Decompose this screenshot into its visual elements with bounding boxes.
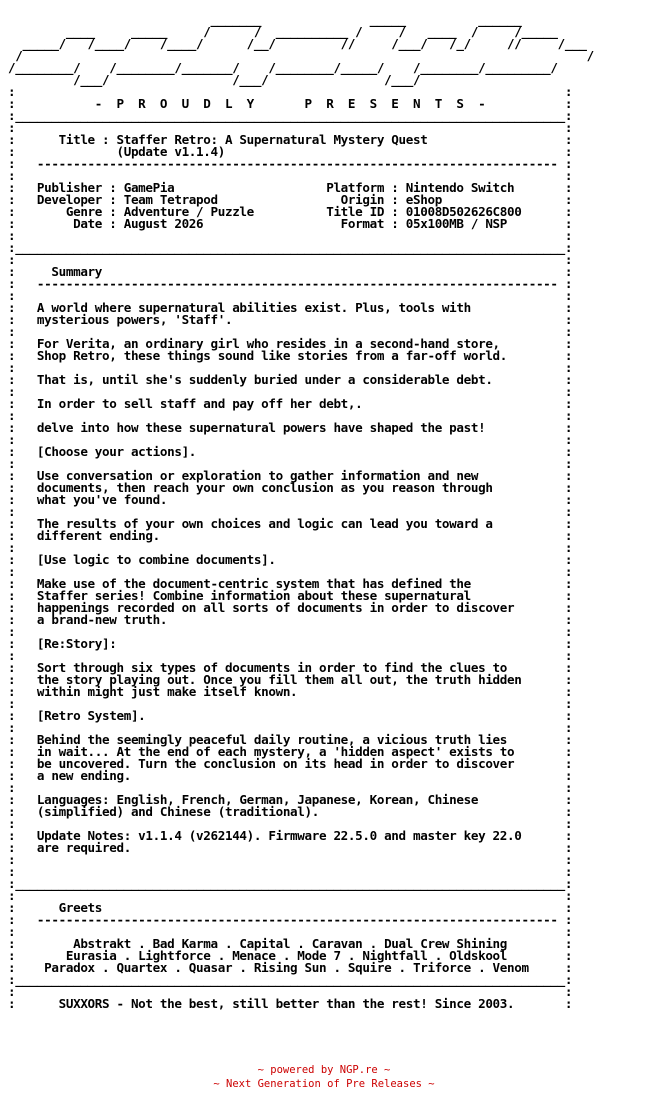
summary-line: : Use conversation or exploration to gather information and new :: [8, 468, 573, 483]
summary-line: : Sort through six types of documents in order to find the clues to :: [8, 660, 573, 675]
summary-heading: : Summary :: [8, 264, 573, 279]
nfo-line-blank: : :: [8, 984, 573, 999]
banner-art-line: ____ _____ / / __________ / / ____ / /_____: [8, 24, 573, 39]
update-line: : (Update v1.1.4) :: [8, 144, 573, 159]
summary-line: : documents, then reach your own conclusion as you reason through :: [8, 480, 573, 495]
nfo-line-blank: : :: [8, 540, 573, 555]
nfo-line-blank: : :: [8, 816, 573, 831]
summary-line: : Shop Retro, these things sound like stories from a far-off world. :: [8, 348, 573, 363]
nfo-line-blank: : :: [8, 852, 573, 867]
banner-art-line: _______ _____ ______: [8, 12, 573, 27]
summary-line: : In order to sell staff and pay off her debt,. :: [8, 396, 573, 411]
nfo-line-blank: : :: [8, 228, 573, 243]
summary-line: : the story playing out. Once you fill them all out, the truth hidden :: [8, 672, 573, 687]
title-underline: : ------------------------------------------------------------------------ :: [8, 156, 573, 171]
summary-line: : (simplified) and Chinese (traditional). :: [8, 804, 573, 819]
nfo-line-blank: : :: [8, 408, 573, 423]
summary-line: : Staffer series! Combine information about these supernatural :: [8, 588, 573, 603]
tagline-line: : SUXXORS - Not the best, still better than the rest! Since 2003. :: [8, 996, 573, 1011]
nfo-line-blank: : :: [8, 432, 573, 447]
banner-art-line: / /: [8, 48, 594, 63]
nfo-line-blank: : :: [8, 84, 573, 99]
greets-line: : Abstrakt . Bad Karma . Capital . Caravan . Dual Crew Shining :: [8, 936, 573, 951]
nfo-line-blank: : :: [8, 696, 573, 711]
powered-by-line: ~ powered by NGP.re ~: [257, 1064, 391, 1076]
summary-line: : [Re:Story]: :: [8, 636, 573, 651]
summary-line: : what you've found. :: [8, 492, 573, 507]
nfo-line-blank: : :: [8, 324, 573, 339]
greets-line: : Paradox . Quartex . Quasar . Rising Sun . Squire . Triforce . Venom :: [8, 960, 573, 975]
summary-line: : be uncovered. Turn the conclusion on its head in order to discover :: [8, 756, 573, 771]
nfo-line-blank: : :: [8, 360, 573, 375]
nfo-line-blank: : :: [8, 120, 573, 135]
nfo-line-blank: : :: [8, 720, 573, 735]
nfo-text-block: [8, 14, 644, 1010]
info-rule: :____________________________________________________________________________:: [8, 240, 573, 255]
nfo-line-blank: : :: [8, 864, 573, 879]
next-generation-line: ~ Next Generation of Pre Releases ~: [213, 1078, 435, 1090]
greets-line: : Eurasia . Lightforce . Menace . Mode 7 . Nightfall . Oldskool :: [8, 948, 573, 963]
info-row: : Date : August 2026 Format : 05x100MB / NSP :: [8, 216, 573, 231]
presents-line: : - P R O U D L Y P R E S E N T S - :: [8, 96, 573, 111]
summary-line: : A world where supernatural abilities exist. Plus, tools with :: [8, 300, 573, 315]
nfo-line-blank: : :: [8, 780, 573, 795]
banner-art-line: /___/ /___/ /___/: [8, 72, 573, 87]
summary-line: : For Verita, an ordinary girl who resides in a second-hand store, :: [8, 336, 573, 351]
summary-line: : mysterious powers, 'Staff'. :: [8, 312, 573, 327]
summary-line: : are required. :: [8, 840, 573, 855]
banner-art-line: /________/ /________/_______/ /________/_____/ /________/_________/: [8, 60, 573, 75]
summary-line: : delve into how these supernatural powers have shaped the past! :: [8, 420, 573, 435]
nfo-line-blank: : :: [8, 564, 573, 579]
summary-underline: : ------------------------------------------------------------------------ :: [8, 276, 573, 291]
title-line: : Title : Staffer Retro: A Supernatural Mystery Quest :: [8, 132, 573, 147]
info-row: : Developer : Team Tetrapod Origin : eShop :: [8, 192, 573, 207]
info-row: : Publisher : GamePia Platform : Nintendo Switch :: [8, 180, 573, 195]
greets-underline: : ------------------------------------------------------------------------ :: [8, 912, 573, 927]
summary-line: : [Choose your actions]. :: [8, 444, 573, 459]
nfo-line-blank: : :: [8, 504, 573, 519]
summary-line: : [Use logic to combine documents]. :: [8, 552, 573, 567]
greets-heading: : Greets :: [8, 900, 573, 915]
summary-line: : happenings recorded on all sorts of documents in order to discover :: [8, 600, 573, 615]
banner-art-line: _____/ /____/ /____/ /__/ // /___/ /_/ // /___: [8, 36, 587, 51]
nfo-line-blank: : :: [8, 924, 573, 939]
nfo-line-blank: : :: [8, 168, 573, 183]
summary-line: : Behind the seemingly peaceful daily routine, a vicious truth lies :: [8, 732, 573, 747]
nfo-line-blank: : :: [8, 288, 573, 303]
summary-line: : Make use of the document-centric system that has defined the :: [8, 576, 573, 591]
summary-line: : a new ending. :: [8, 768, 573, 783]
nfo-line-blank: : :: [8, 384, 573, 399]
top-rule: :____________________________________________________________________________:: [8, 108, 573, 123]
summary-line: : Languages: English, French, German, Japanese, Korean, Chinese :: [8, 792, 573, 807]
summary-line: : a brand-new truth. :: [8, 612, 573, 627]
nfo-line-blank: : :: [8, 252, 573, 267]
nfo-line-blank: : :: [8, 456, 573, 471]
summary-line: : within might just make itself known. :: [8, 684, 573, 699]
summary-line: : Update Notes: v1.1.4 (v262144). Firmware 22.5.0 and master key 22.0 :: [8, 828, 573, 843]
info-row: : Genre : Adventure / Puzzle Title ID : 01008D502626C800 :: [8, 204, 573, 219]
summary-line: : different ending. :: [8, 528, 573, 543]
nfo-line-blank: : :: [8, 648, 573, 663]
summary-line: : [Retro System]. :: [8, 708, 573, 723]
summary-rule: :____________________________________________________________________________:: [8, 876, 573, 891]
summary-line: : That is, until she's suddenly buried under a considerable debt. :: [8, 372, 573, 387]
summary-line: : The results of your own choices and logic can lead you toward a :: [8, 516, 573, 531]
nfo-line-blank: : :: [8, 888, 573, 903]
summary-line: : in wait... At the end of each mystery, a 'hidden aspect' exists to :: [8, 744, 573, 759]
nfo-line-blank: : :: [8, 624, 573, 639]
bottom-rule: :____________________________________________________________________________:: [8, 972, 573, 987]
